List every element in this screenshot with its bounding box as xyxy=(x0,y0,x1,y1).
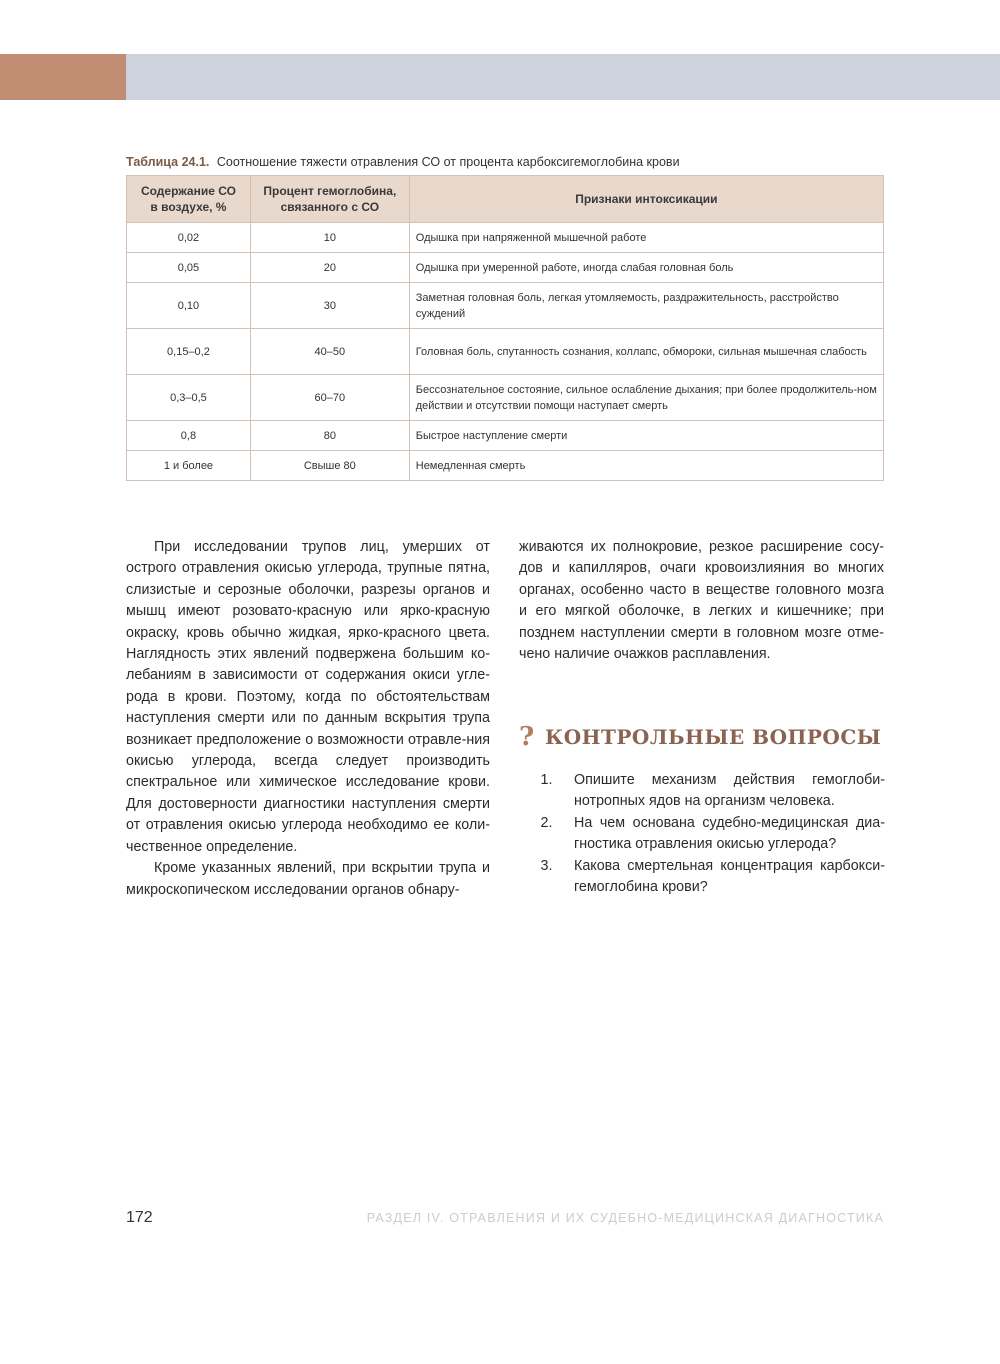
co-poisoning-table xyxy=(126,175,884,481)
cell-hb: 30 xyxy=(250,283,409,329)
cell-air: 0,10 xyxy=(127,283,251,329)
header-hb-line1: Процент гемоглобина, xyxy=(263,184,397,198)
cell-signs: Одышка при напряженной мышечной работе xyxy=(409,223,883,253)
cell-hb: 40–50 xyxy=(250,329,409,375)
cell-air: 1 и более xyxy=(127,451,251,481)
cell-air: 0,15–0,2 xyxy=(127,329,251,375)
questions-title: КОНТРОЛЬНЫЕ ВОПРОСЫ xyxy=(545,725,882,749)
page-number: 172 xyxy=(126,1209,153,1226)
table-label: Таблица 24.1. xyxy=(126,155,210,169)
cell-air: 0,8 xyxy=(127,421,251,451)
question-number: 3. xyxy=(540,857,553,874)
cell-signs: Быстрое наступление смерти xyxy=(409,421,883,451)
body-paragraph: При исследовании трупов лиц, умерших от острого отравления окисью углерода, трупные пятна, слизистые и серозные оболочки, разрезы органов и мышц имеют розовато-красную или ярко-красную окраску, кровь обычно жидкая, ярко-красного цвета. Наглядность этих явлений подвержена большим ко-лебаниям в зависимости от содержания окиси угле-рода в крови. Поэтому, когда по обстоятельствам наступления смерти или по данным вскрытия трупа возникает предположение о возможности отравле-ния окисью углерода, всегда следует производить спектральное или химическое исследование крови. Для достоверности диагностики наступления смерти от отравления окисью углерода необходимо ее коли-чественное определение. xyxy=(126,539,490,855)
table-row xyxy=(127,253,884,283)
question-item xyxy=(519,770,885,813)
question-item xyxy=(519,856,885,899)
cell-hb: Свыше 80 xyxy=(250,451,409,481)
body-paragraph: живаются их полнокровие, резкое расширение сосу-дов и капилляров, очаги кровоизлияния во многих органах, особенно часто в веществе головного мозга и его мягкой оболочке, в легких и кишечнике; при позднем наступлении смерти в головном мозге отме-чено наличие очажков расплавления. xyxy=(519,539,884,663)
header-accent-block xyxy=(0,54,126,100)
body-column-right xyxy=(519,537,884,665)
cell-hb: 10 xyxy=(250,223,409,253)
header-hb-line2: связанного с СО xyxy=(280,200,380,214)
cell-signs: Немедленная смерть xyxy=(409,451,883,481)
table-caption-text: Соотношение тяжести отравления СО от процента карбоксигемоглобина крови xyxy=(216,155,680,169)
body-paragraph: Кроме указанных явлений, при вскрытии трупа и микроскопическом исследовании органов обнару- xyxy=(126,860,490,898)
cell-air: 0,05 xyxy=(127,253,251,283)
table-header-row xyxy=(127,176,884,223)
question-number: 1. xyxy=(540,772,553,788)
cell-hb: 60–70 xyxy=(250,375,409,421)
table-row xyxy=(127,283,884,329)
header-band xyxy=(126,54,1000,100)
header-air-co-line2: в воздухе, % xyxy=(150,200,227,214)
running-head: РАЗДЕЛ IV. ОТРАВЛЕНИЯ И ИХ СУДЕБНО-МЕДИЦИНСКАЯ ДИАГНОСТИКА xyxy=(366,1211,884,1225)
header-air-co xyxy=(127,176,251,223)
header-air-co-line1: Содержание СО xyxy=(140,184,236,198)
cell-air: 0,02 xyxy=(127,223,251,253)
questions-heading xyxy=(519,722,889,752)
table-row xyxy=(127,451,884,481)
top-header-band xyxy=(0,54,1000,100)
header-hb-percent xyxy=(250,176,409,223)
cell-hb: 20 xyxy=(250,253,409,283)
table-row xyxy=(127,421,884,451)
cell-air: 0,3–0,5 xyxy=(127,375,251,421)
table-caption xyxy=(126,155,886,169)
table-row xyxy=(127,223,884,253)
question-text: На чем основана судебно-медицинская диа-гностика отравления окисью углерода? xyxy=(574,814,885,853)
cell-hb: 80 xyxy=(250,421,409,451)
body-column-left xyxy=(126,537,490,901)
table-row xyxy=(127,375,884,421)
header-signs: Признаки интоксикации xyxy=(409,176,883,223)
question-mark-icon: ? xyxy=(519,722,535,752)
cell-signs: Бессознательное состояние, сильное ослабление дыхания; при более продолжитель-ном действии и отсутствии помощи наступает смерть xyxy=(409,375,883,421)
cell-signs: Заметная головная боль, легкая утомляемость, раздражительность, расстройство суждений xyxy=(409,283,883,329)
questions-list xyxy=(519,770,885,898)
question-number: 2. xyxy=(540,814,553,831)
question-text: Какова смертельная концентрация карбокси-гемоглобина крови? xyxy=(574,857,885,896)
cell-signs: Головная боль, спутанность сознания, коллапс, обмороки, сильная мышечная слабость xyxy=(409,329,883,375)
table-row xyxy=(127,329,884,375)
question-text: Опишите механизм действия гемоглоби-нотропных ядов на организм человека. xyxy=(574,772,885,810)
cell-signs: Одышка при умеренной работе, иногда слабая головная боль xyxy=(409,253,883,283)
question-item xyxy=(519,813,885,856)
